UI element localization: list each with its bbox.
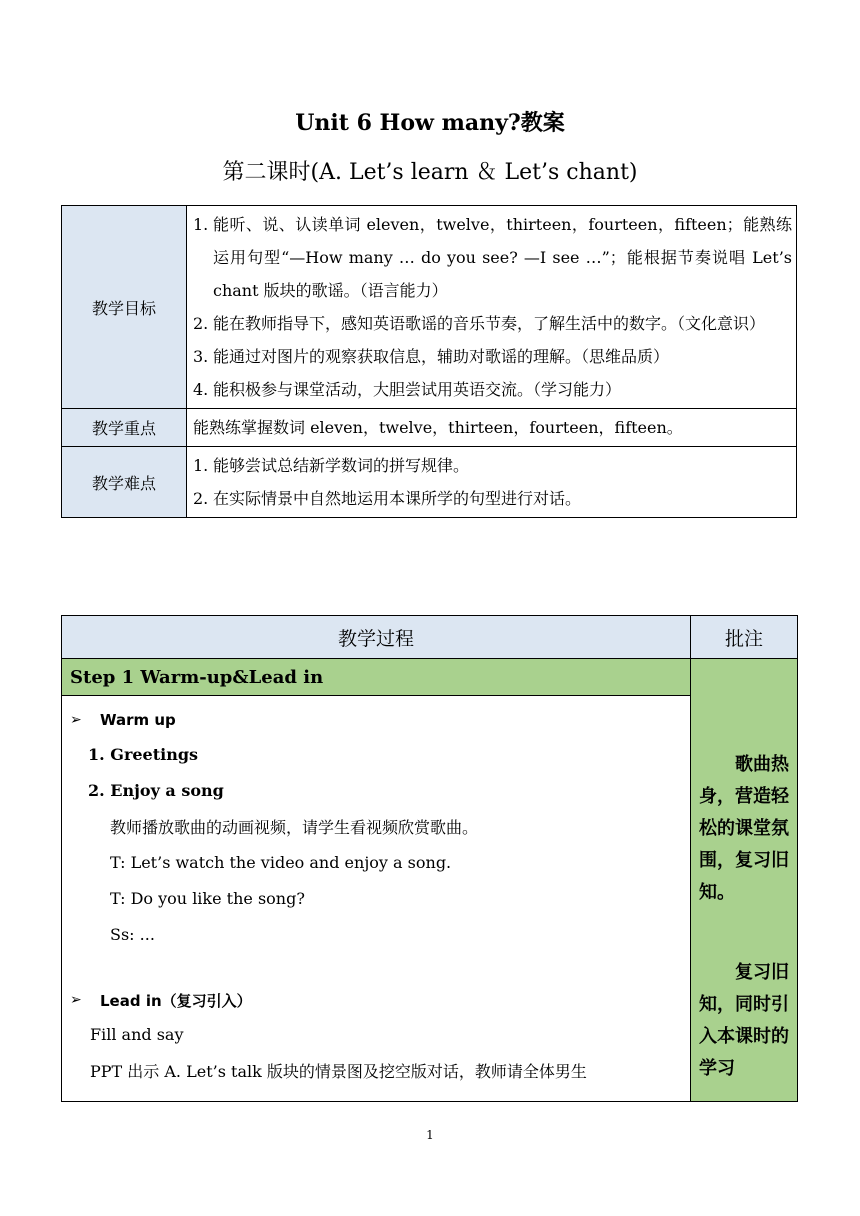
item-number: 3. [193,347,209,366]
objectives-label: 教学目标 [62,206,187,409]
item-number: 1. [193,456,209,475]
notes-cell [691,659,798,1102]
warmup-label: Warm up [100,711,176,729]
difficulty-item [193,449,792,482]
process-header: 教学过程 [62,616,691,659]
page-number: 1 [426,1128,434,1142]
difficulty-item [193,482,792,515]
arrow-bullet-icon: ➢ [70,712,82,728]
item-text: 在实际情景中自然地运用本课所学的句型进行对话。 [213,489,582,508]
step1-content-row [62,696,798,1102]
ppt-description: PPT 出示 A. Let’s talk 版块的情景图及挖空版对话，教师请全体男生 [90,1061,587,1081]
teacher-line-2: T: Do you like the song? [110,888,305,908]
warmup-heading [70,704,680,736]
document-title: Unit 6 How many?教案 [295,110,565,136]
item-number: 4. [193,380,209,399]
item-text: 能够尝试总结新学数词的拼写规律。 [213,456,470,475]
process-table [61,615,798,1102]
song-description: 教师播放歌曲的动画视频，请学生看视频欣赏歌曲。 [110,817,479,837]
students-line: Ss: ... [110,924,155,944]
step1-title: Step 1 Warm-up&Lead in [62,659,691,696]
item-text: 能通过对图片的观察获取信息，辅助对歌谣的理解。（思维品质） [213,347,670,366]
item-text: 能在教师指导下，感知英语歌谣的音乐节奏，了解生活中的数字。（文化意识） [213,314,766,333]
difficulties-label: 教学难点 [62,447,187,518]
keypoints-text: 能熟练掌握数词 eleven，twelve，thirteen，fourteen，fifteen。 [187,409,797,447]
keypoints-row [62,409,797,447]
item-text: 能听、说、认读单词 eleven，twelve，thirteen，fourteen，fifteen；能熟练运用句型“—How many … do you see? —I see …”；能根据节奏说唱 Let’s chant 版块的歌谣。（语言能力） [213,215,792,300]
difficulties-row [62,447,797,518]
item-number: 2. [193,314,209,333]
notes-header: 批注 [691,616,798,659]
process-header-row [62,616,798,659]
item-number: 2. [193,489,209,508]
objective-item [193,208,792,307]
enjoy-song-item: 2. Enjoy a song [88,780,224,800]
objective-item [193,340,792,373]
greetings-item: 1. Greetings [88,744,199,764]
step1-content [62,696,691,1102]
arrow-bullet-icon: ➢ [70,992,82,1008]
objective-item [193,307,792,340]
note-1: 歌曲热身，营造轻松的课堂氛围，复习旧知。 [699,754,789,903]
teacher-line-1: T: Let’s watch the video and enjoy a song. [110,852,452,872]
objective-item [193,373,792,406]
fill-and-say: Fill and say [90,1024,184,1044]
leadin-heading [70,984,680,1016]
objectives-content [187,206,797,409]
step1-row [62,659,798,696]
difficulties-content [187,447,797,518]
document-subtitle: 第二课时(A. Let’s learn ＆ Let’s chant) [222,160,638,185]
leadin-label: Lead in（复习引入） [100,991,252,1010]
note-2: 复习旧知，同时引入本课时的学习 [699,962,789,1079]
item-number: 1. [193,215,209,234]
objectives-row [62,206,797,409]
item-text: 能积极参与课堂活动，大胆尝试用英语交流。（学习能力） [213,380,622,399]
keypoints-label: 教学重点 [62,409,187,447]
objectives-table [61,205,797,518]
